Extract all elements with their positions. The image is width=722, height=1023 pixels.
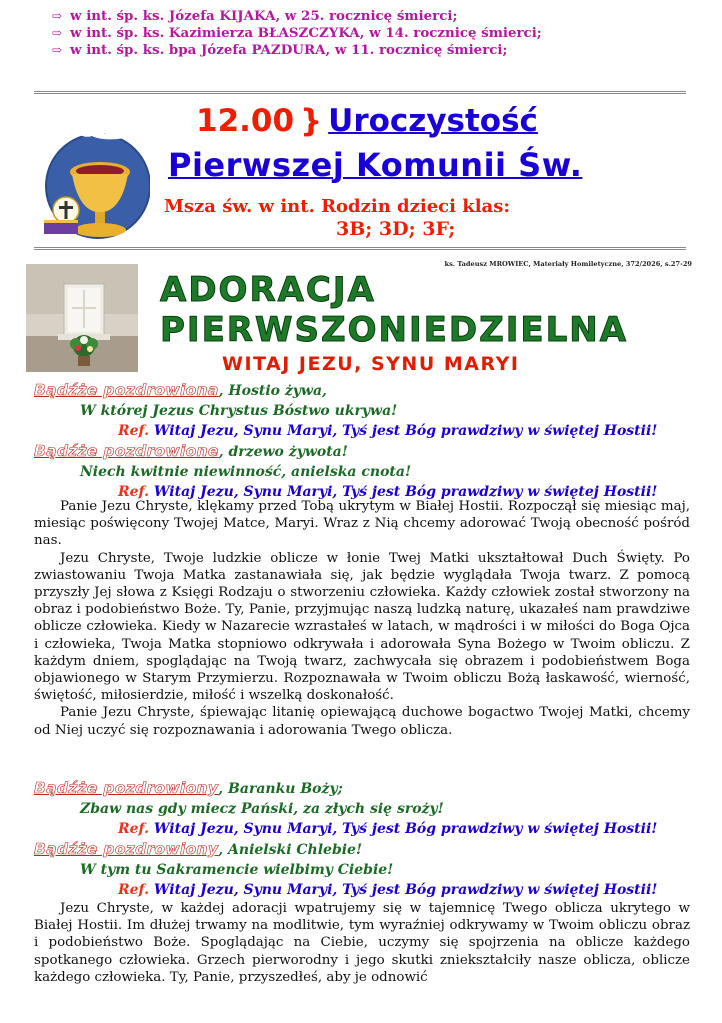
refrain-line: Ref. Witaj Jezu, Synu Maryi, Tyś jest Bóg prawdziwy w świętej Hostii! [118,821,658,837]
refrain-line: Ref. Witaj Jezu, Synu Maryi, Tyś jest Bóg prawdziwy w świętej Hostii! [118,484,658,500]
arrow-right-icon: ⇨ [52,43,63,57]
divider [34,247,686,250]
divider [34,91,686,94]
stanza-line: Niech kwitnie niewinność, anielska cnota! [80,464,412,480]
intention-item: ⇨ w int. śp. ks. Józefa KIJAKA, w 25. rocznicę śmierci; [52,8,458,24]
arrow-right-icon: ⇨ [52,9,63,23]
greeting-word: Bądźże pozdrowiona [34,381,219,399]
meditation-text [34,498,690,739]
classes-list: 3B; 3D; 3F; [336,218,456,240]
meditation-text [34,900,690,986]
ceremony-title-1: Uroczystość [328,103,538,139]
ceremony-time: 12.00 [196,103,295,139]
intentions-list [52,8,692,59]
paragraph: Jezu Chryste, w każdej adoracji wpatrujemy się w tajemnicę Twego oblicza ukrytego w Białej Hostii. Im dłużej trwamy na modlitwie, tym wyraźniej odkrywamy w Twoim obliczu obraz i podobieństwo Boże. Spoglądając na Ciebie, uczymy się spojrzenia na oblicze każdego spotkanego człowieka. Grzech pierworodny i jego skutki zniekształciły nasze oblicza, oblicze każdego człowieka. Ty, Panie, przyszedłeś, aby je odnowić [34,901,690,985]
intention-item: ⇨ w int. śp. ks. Kazimierza BŁASZCZYKA, w 14. rocznicę śmierci; [52,25,542,41]
arrow-right-icon: ⇨ [52,26,63,40]
monstrance-altar-photo [26,264,138,372]
greeting-word: Bądźże pozdrowiony [34,779,219,797]
adoration-title-1: ADORACJA [160,270,376,310]
source-citation: ks. Tadeusz MROWIEC, Materiały Homiletyczne, 372/2026, s.27-29 [444,260,692,268]
intention-item: ⇨ w int. śp. ks. bpa Józefa PAZDURA, w 11. rocznicę śmierci; [52,42,508,58]
greeting-word: Bądźże pozdrowione [34,442,219,460]
ceremony-title-2: Pierwszej Komunii Św. [168,146,583,184]
refrain-line: Ref. Witaj Jezu, Synu Maryi, Tyś jest Bóg prawdziwy w świętej Hostii! [118,882,658,898]
refrain-line: Ref. Witaj Jezu, Synu Maryi, Tyś jest Bóg prawdziwy w świętej Hostii! [118,423,658,439]
hymn-stanza [34,380,694,502]
stanza-line: W której Jezus Chrystus Bóstwo ukrywa! [80,403,398,419]
adoration-subtitle: WITAJ JEZU, SYNU MARYI [222,353,520,375]
paragraph: Jezu Chryste, Twoje ludzkie oblicze w łonie Twej Matki ukształtował Duch Święty. Po zwiastowaniu Twoja Matka zastanawiała się, jak będzie wyglądała Twoja twarz. Z pomocą przyszły Jej słowa z Księgi Rodzaju o stworzeniu człowieka. Każdy człowiek został stworzony na obraz i podobieństwo Boże. Ty, Panie, przyjmując naszą ludzką naturę, ukazałeś nam prawdziwe oblicze człowieka. Kiedy w Nazarecie wzrastałeś w latach, w mądrości i w miłości do Boga Ojca i człowieka, Twoja Matka stopniowo odkrywała i adorowała Syna Bożego w Twoim obliczu. Z każdym dniem, spoglądając na Twoją twarz, zachwycała się obrazem i podobieństwem Boga objawionego w Starym Przymierzu. Rozpoznawała w Twoim obliczu Bożą łaskawość, wierność, świętość, miłosierdzie, miłość i wszelką doskonałość. [34,550,690,704]
adoration-title-2: PIERWSZONIEDZIELNA [160,310,629,350]
paragraph: Panie Jezu Chryste, klękamy przed Tobą ukrytym w Białej Hostii. Rozpoczął się miesiąc maj, miesiąc poświęcony Twojej Matce, Maryi. Wraz z Nią chcemy adorować Twoją obecność pośród nas. [34,499,690,549]
stanza-line: Bądźże pozdrowiony, Baranku Boży; [34,779,343,797]
stanza-line: W tym tu Sakramencie wielbimy Ciebie! [80,862,394,878]
stanza-line: Bądźże pozdrowione, drzewo żywota! [34,442,348,460]
stanza-line: Bądźże pozdrowiona, Hostio żywa, [34,381,327,399]
stanza-line: Bądźże pozdrowiony, Anielski Chlebie! [34,840,363,858]
mass-intention: Msza św. w int. Rodzin dzieci klas: [164,196,510,217]
communion-chalice-icon [38,116,150,246]
greeting-word: Bądźże pozdrowiony [34,840,219,858]
hymn-stanza [34,778,694,900]
ceremony-brace: } [300,103,323,139]
paragraph: Panie Jezu Chryste, śpiewając litanię opiewającą duchowe bogactwo Twojej Matki, chcemy od Niej uczyć się rozpoznawania i adorowania Twego oblicza. [34,705,690,738]
ceremony-heading [196,103,538,139]
stanza-line: Zbaw nas gdy miecz Pański, za złych się sroży! [80,801,444,817]
